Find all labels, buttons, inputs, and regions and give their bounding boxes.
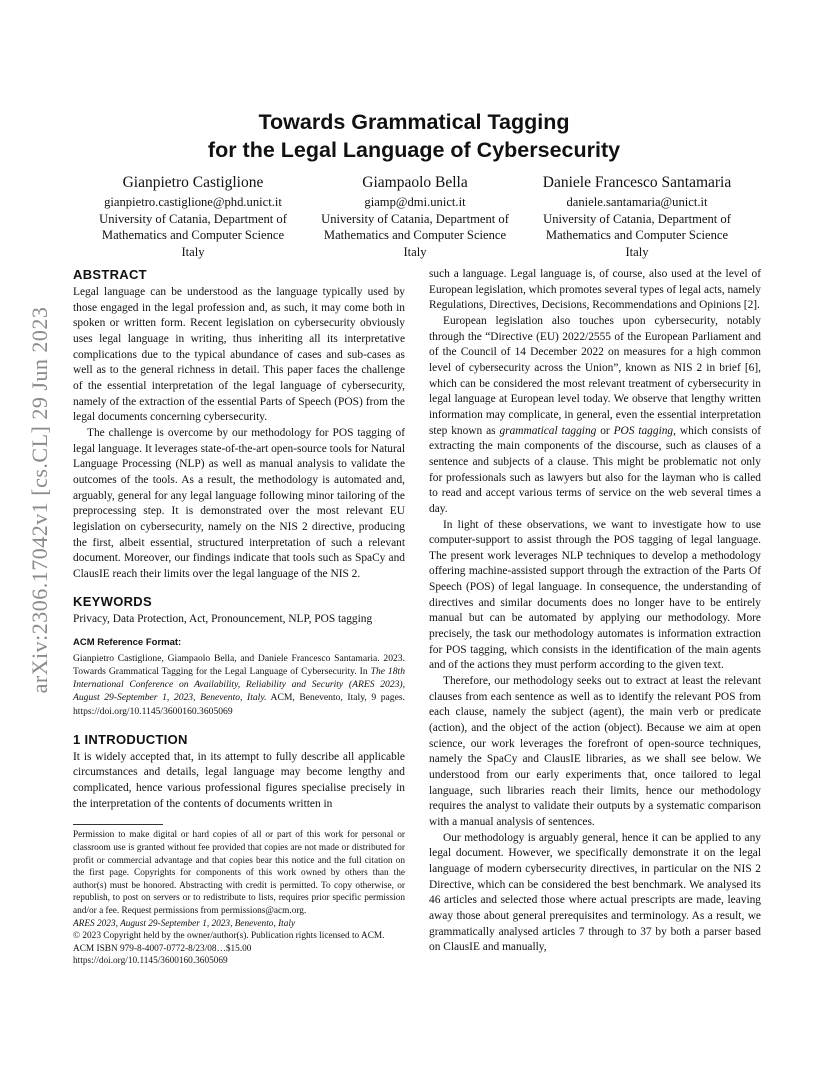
footnote-rule [73,824,163,825]
author-email: daniele.santamaria@unict.it [566,195,708,209]
body-paragraph: such a language. Legal language is, of course, also used at the level of European legislation, which promotes several types of legal acts, namely Regulations, Directives, Decisions, Recommendations and Opinions [2]. [429,268,761,312]
isbn-footnote: ACM ISBN 979-8-4007-0772-8/23/08…$15.00 [73,943,252,954]
arxiv-stamp-text: arXiv:2306.17042v1 [cs.CL] 29 Jun 2023 [27,306,52,694]
author-affiliation: University of Catania, Department of [99,211,287,226]
author-email: gianpietro.castiglione@phd.unict.it [104,195,282,209]
author-affiliation-dept: Mathematics and Computer Science [323,228,507,243]
body-text: , which consists of extracting the main components of the discourse, such as clauses of a sentence and subjects of a clause. This might be problematic not only for professionals such as lawyers but also for the layman who is called to read and accept various terms of service on the web several times a day. [429,424,761,515]
acm-reference-text [73,652,405,718]
arxiv-stamp [20,290,60,710]
author-country: Italy [625,244,649,259]
body-text: European legislation also touches upon cybersecurity, notably through the “Directive (EU) 2022/2555 of the European Parliament and of the Council of 14 December 2022 on measures for a high common level of cybersecurity across the Union”, known as NIS 2 in brief [6], which can be considered the most relevant treatment of cybersecurity in legal language at European level today. We observe that lengthy written information may complicate, in general, even the essential interpretation step known as [429,314,761,437]
emphasis-text: POS tagging [613,424,674,437]
author-block-3 [522,173,752,260]
paper-title [100,108,728,164]
author-affiliation-dept: Mathematics and Computer Science [101,228,285,243]
acm-reference-heading: ACM Reference Format: [73,637,182,649]
author-affiliation: University of Catania, Department of [543,211,731,226]
author-affiliation-dept: Mathematics and Computer Science [545,228,729,243]
copyright-footnote: © 2023 Copyright held by the owner/author(s). Publication rights licensed to ACM. [73,931,385,942]
author-affiliation: University of Catania, Department of [321,211,509,226]
introduction-paragraph: It is widely accepted that, in its attempt to fully describe all applicable circumstances and details, legal language may become lengthy and complicated, hence various professional figures specialise precisely in the interpretation of the contents of documents written in [73,750,405,810]
abstract-paragraph: The challenge is overcome by our methodology for POS tagging of legal language. It leverages state-of-the-art open-source tools for Natural Language Processing (NLP) as well as manual analysis to validate the outcomes of the tools. As a result, the methodology is automated and, arguably, general for any legal language following minor tailoring of the preprocessing step. It is demonstrated over the most relevant EU legislation on cybersecurity, namely on the NIS 2 directive, producing the first, albeit essential, structured interpretation of such a relevant document. Moreover, our findings indicate that tools such as SpaCy and ClausIE reach their limits over the legal language of the NIS 2. [73,426,405,580]
conference-footnote: ARES 2023, August 29-September 1, 2023, Benevento, Italy [73,918,296,929]
doi-footnote: https://doi.org/10.1145/3600160.3605069 [73,956,228,967]
author-name: Giampaolo Bella [362,174,468,191]
author-country: Italy [181,244,205,259]
emphasis-text: grammatical tagging [499,424,597,437]
body-paragraph: In light of these observations, we want to investigate how to use computer-support to assist through the POS tagging of legal language. The present work leverages NLP techniques to develop a methodology offering machine-assisted support through the extraction of the Parts Of Speech (POS) of legal language. In consequence, the understanding of directives and similar documents does no longer have to be entirely manual but can be automated by applying our methodology. More precisely, the task our methodology automates is information extraction for POS tagging, which consists in the identification of the main agents and of the actions they must perform according to the given text. [429,518,761,672]
author-name: Daniele Francesco Santamaria [542,174,732,191]
right-column [429,267,761,956]
body-text: or [596,424,614,437]
abstract-heading: ABSTRACT [73,267,147,282]
author-name: Gianpietro Castiglione [122,174,264,191]
title-line-1: Towards Grammatical Tagging [258,110,570,134]
author-country: Italy [403,244,427,259]
introduction-heading: 1 INTRODUCTION [73,731,188,747]
author-block-1 [78,173,308,260]
keywords-text: Privacy, Data Protection, Act, Pronouncement, NLP, POS tagging [73,613,373,626]
body-paragraph [429,314,761,518]
keywords-heading: KEYWORDS [73,594,152,610]
author-email: giamp@dmi.unict.it [364,195,466,209]
acm-reference-venue: The 18th International Conference on Availability, Reliability and Security (ARES 2023), August 29-September 1, 2023, Benevento, Italy. [73,665,405,704]
acm-reference-doi: ACM, Benevento, Italy, 9 pages. https://doi.org/10.1145/3600160.3605069 [73,692,405,717]
author-block-2 [300,173,530,260]
body-paragraph: Therefore, our methodology seeks out to extract at least the relevant clauses from each sentence as well as to identify the relevant POS from each clause, namely the subject (agent), the main verb or predicate (action), and the object of the action (object). Because we aim at open science, our work leverages the forefront of open-source techniques, namely the SpaCy and ClausIE libraries, as we shall see below. We understood from our early experiments that, once tailored to legal language, such libraries reach their limits, hence our methodology requires the analyst to validate their outputs by a systematic comparison with a manual analysis of sentences. [429,675,761,828]
body-paragraph: Our methodology is arguably general, hence it can be applied to any legal document. However, we specifically demonstrate it on the legal language of modern cybersecurity directives, in particular on the NIS 2 Directive, which can be considered the best benchmark. We analysed its 46 articles and selected those where actual prescripts are made, leaving away those about general prerequisites and terminology. As a result, we grammatically analysed articles 7 through to 37 by both a parser based on ClausIE and manually, [429,831,761,954]
left-column [73,267,405,968]
permission-footnote: Permission to make digital or hard copies of all or part of this work for personal or classroom use is granted without fee provided that copies are not made or distributed for profit or commercial advantage and that copies bear this notice and the full citation on the first page. Copyrights for components of this work owned by others than the author(s) must be honored. Abstracting with credit is permitted. To copy otherwise, or republish, to post on servers or to redistribute to lists, requires prior specific permission and/or a fee. Request permissions from permissions@acm.org. [73,830,405,916]
acm-reference-authors: Gianpietro Castiglione, Giampaolo Bella, and Daniele Francesco Santamaria. 2023. Towards Grammatical Tagging for the Legal Language of Cybersecurity. In [73,652,405,677]
title-line-2: for the Legal Language of Cybersecurity [207,138,621,162]
abstract-paragraph: Legal language can be understood as the language typically used by those engaged in the legal profession and, as such, it may come both in spoken or written form. Recent legislation on cybersecurity obviously uses legal language in writing, thus inheriting all its interpretative complications due to the typical abundance of cases and sub-cases as well as to the general richness in detail. This paper faces the challenge of the essential interpretation of the legal language of cybersecurity, namely of the extraction of the essential Parts of Speech (POS) from the legal documents concerning cybersecurity. [73,286,405,424]
